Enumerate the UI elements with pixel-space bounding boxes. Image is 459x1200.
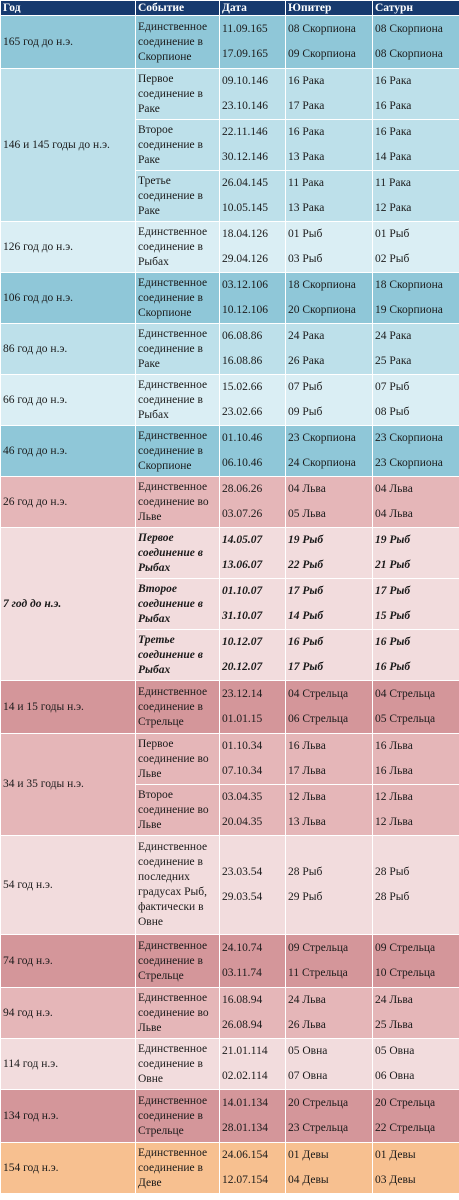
event-cell: Единственное соединение в Стрельце [136,1090,220,1143]
date-value: 10.12.106 [222,304,268,316]
jupiter-cell [286,528,373,579]
saturn-value: 17 Рыб [375,585,411,597]
saturn-cell [373,1143,459,1194]
table-row [1,69,459,120]
event-cell: Единственное соединение в Стрельце [136,681,220,734]
jupiter-value: 24 Скорпиона [288,457,356,469]
saturn-value: 11 Рака [375,177,411,189]
year-cell: 86 год до н.э. [1,324,136,375]
jupiter-value: 17 Рыб [288,585,324,597]
table-row [1,375,459,426]
date-value: 02.02.114 [222,1070,268,1082]
saturn-cell [373,273,459,324]
date-value: 03.04.35 [222,791,263,803]
jupiter-value: 17 Льва [288,765,326,777]
jupiter-value: 03 Рыб [288,253,323,265]
saturn-value: 04 Льва [375,483,413,495]
jupiter-value: 07 Овна [288,1070,328,1082]
saturn-cell [373,375,459,426]
date-value: 06.10.46 [222,457,263,469]
table-row [1,477,459,528]
saturn-cell [373,528,459,579]
table-row [1,988,459,1039]
jupiter-value: 29 Рыб [288,891,323,903]
date-value: 21.01.114 [222,1045,268,1057]
jupiter-value: 07 Рыб [288,381,323,393]
event-cell: Единственное соединение во Льве [136,477,220,528]
saturn-value: 05 Овна [375,1045,415,1057]
table-body [1,16,459,1194]
header-year: Год [1,1,136,16]
saturn-value: 01 Девы [375,1149,416,1161]
saturn-value: 16 Рака [375,126,412,138]
saturn-value: 16 Рака [375,100,412,112]
saturn-value: 24 Льва [375,994,413,1006]
date-value: 03.07.26 [222,508,263,520]
event-cell: Первое соединение во Льве [136,734,220,785]
event-cell: Единственное соединение в Рыбах [136,375,220,426]
jupiter-value: 11 Стрельца [288,967,348,979]
header-saturn: Сатурн [373,1,459,16]
jupiter-cell [286,69,373,120]
date-value: 16.08.94 [222,994,263,1006]
jupiter-value: 08 Скорпиона [288,23,356,35]
jupiter-value: 04 Льва [288,483,326,495]
jupiter-value: 09 Стрельца [288,942,349,954]
jupiter-value: 28 Рыб [288,866,323,878]
table-row [1,273,459,324]
jupiter-value: 20 Стрельца [288,1097,349,1109]
date-value: 01.10.46 [222,432,263,444]
saturn-value: 23 Скорпиона [375,432,443,444]
jupiter-value: 09 Скорпиона [288,48,356,60]
jupiter-cell [286,734,373,785]
saturn-value: 12 Рака [375,202,412,214]
year-cell: 66 год до н.э. [1,375,136,426]
year-cell: 114 год н.э. [1,1039,136,1090]
jupiter-value: 09 Рыб [288,406,323,418]
jupiter-value: 13 Рака [288,202,325,214]
jupiter-cell [286,836,373,935]
date-value: 17.09.165 [222,48,268,60]
jupiter-cell [286,785,373,836]
date-cell [220,785,286,836]
jupiter-cell [286,579,373,630]
jupiter-value: 11 Рака [288,177,324,189]
saturn-value: 12 Льва [375,816,413,828]
jupiter-value: 16 Льва [288,740,326,752]
date-value: 10.05.145 [222,202,268,214]
date-value: 28.01.134 [222,1122,268,1134]
jupiter-value: 20 Скорпиона [288,304,356,316]
saturn-cell [373,324,459,375]
year-cell: 34 и 35 годы н.э. [1,734,136,836]
date-cell [220,681,286,734]
saturn-value: 25 Рака [375,355,412,367]
saturn-value: 08 Скорпиона [375,23,443,35]
table-row [1,935,459,988]
saturn-cell [373,1039,459,1090]
date-value: 03.11.74 [222,967,262,979]
year-cell: 106 год до н.э. [1,273,136,324]
saturn-value: 14 Рака [375,151,412,163]
date-value: 01.10.34 [222,740,263,752]
saturn-value: 19 Скорпиона [375,304,443,316]
saturn-value: 06 Овна [375,1070,415,1082]
event-cell: Третье соединение в Рыбах [136,630,220,681]
jupiter-value: 01 Девы [288,1149,329,1161]
date-value: 01.01.15 [222,713,263,725]
date-cell [220,630,286,681]
date-value: 23.03.54 [222,866,263,878]
date-cell [220,273,286,324]
jupiter-value: 14 Рыб [288,610,324,622]
jupiter-value: 24 Льва [288,994,326,1006]
event-cell: Единственное соединение в Скорпионе [136,426,220,477]
saturn-value: 16 Рака [375,75,412,87]
year-cell: 14 и 15 годы н.э. [1,681,136,734]
saturn-value: 07 Рыб [375,381,410,393]
year-cell: 46 год до н.э. [1,426,136,477]
date-cell [220,935,286,988]
saturn-value: 04 Льва [375,508,413,520]
saturn-cell [373,579,459,630]
saturn-cell [373,630,459,681]
event-cell: Единственное соединение в Стрельце [136,935,220,988]
date-cell [220,16,286,69]
date-value: 03.12.106 [222,279,268,291]
table-row [1,1039,459,1090]
date-cell [220,988,286,1039]
date-value: 14.05.07 [222,534,263,546]
saturn-cell [373,681,459,734]
jupiter-value: 05 Овна [288,1045,328,1057]
date-value: 23.12.14 [222,688,263,700]
jupiter-value: 26 Рака [288,355,325,367]
jupiter-cell [286,222,373,273]
date-cell [220,324,286,375]
date-value: 09.10.146 [222,75,268,87]
table-row [1,16,459,69]
saturn-cell [373,16,459,69]
year-cell: 126 год до н.э. [1,222,136,273]
saturn-value: 08 Скорпиона [375,48,443,60]
saturn-cell [373,171,459,222]
year-cell: 54 год н.э. [1,836,136,935]
jupiter-value: 12 Льва [288,791,326,803]
jupiter-cell [286,171,373,222]
date-value: 20.04.35 [222,816,263,828]
saturn-cell [373,69,459,120]
date-cell [220,120,286,171]
saturn-value: 22 Стрельца [375,1122,436,1134]
event-cell: Первое соединение в Раке [136,69,220,120]
jupiter-cell [286,1039,373,1090]
date-value: 06.08.86 [222,330,263,342]
date-cell [220,1143,286,1194]
saturn-value: 20 Стрельца [375,1097,436,1109]
date-value: 18.04.126 [222,228,268,240]
jupiter-value: 16 Рыб [288,636,324,648]
date-cell [220,1039,286,1090]
saturn-cell [373,734,459,785]
saturn-value: 05 Стрельца [375,713,436,725]
saturn-value: 28 Рыб [375,866,410,878]
date-cell [220,1090,286,1143]
jupiter-cell [286,477,373,528]
date-value: 24.10.74 [222,942,263,954]
jupiter-value: 24 Рака [288,330,325,342]
event-cell: Единственное соединение в Рыбах [136,222,220,273]
table-row [1,528,459,579]
jupiter-value: 16 Рака [288,126,325,138]
date-value: 30.12.146 [222,151,268,163]
jupiter-value: 06 Стрельца [288,713,349,725]
saturn-cell [373,836,459,935]
jupiter-cell [286,1143,373,1194]
year-cell: 165 год до н.э. [1,16,136,69]
event-cell: Единственное соединение в Деве [136,1143,220,1194]
jupiter-value: 17 Рыб [288,661,324,673]
date-value: 20.12.07 [222,661,263,673]
jupiter-value: 01 Рыб [288,228,323,240]
jupiter-value: 04 Девы [288,1174,329,1186]
saturn-cell [373,477,459,528]
jupiter-value: 26 Льва [288,1019,326,1031]
date-cell [220,426,286,477]
saturn-value: 16 Льва [375,765,413,777]
date-value: 22.11.146 [222,126,268,138]
table-row [1,1143,459,1194]
jupiter-value: 18 Скорпиона [288,279,356,291]
date-cell [220,171,286,222]
header-date: Дата [220,1,286,16]
saturn-value: 16 Рыб [375,661,411,673]
jupiter-cell [286,375,373,426]
date-cell [220,375,286,426]
jupiter-value: 05 Льва [288,508,326,520]
date-value: 26.04.145 [222,177,268,189]
saturn-value: 18 Скорпиона [375,279,443,291]
date-value: 24.06.154 [222,1149,268,1161]
jupiter-value: 17 Рака [288,100,325,112]
year-cell: 154 год н.э. [1,1143,136,1194]
saturn-value: 16 Рыб [375,636,411,648]
saturn-value: 21 Рыб [375,559,411,571]
jupiter-value: 22 Рыб [288,559,324,571]
saturn-value: 02 Рыб [375,253,410,265]
date-value: 29.03.54 [222,891,263,903]
saturn-value: 19 Рыб [375,534,411,546]
year-cell: 134 год н.э. [1,1090,136,1143]
date-value: 11.09.165 [222,23,268,35]
date-value: 29.04.126 [222,253,268,265]
date-value: 14.01.134 [222,1097,268,1109]
saturn-value: 23 Скорпиона [375,457,443,469]
date-value: 01.10.07 [222,585,263,597]
event-cell: Второе соединение во Льве [136,785,220,836]
jupiter-cell [286,1090,373,1143]
saturn-value: 12 Льва [375,791,413,803]
jupiter-cell [286,935,373,988]
saturn-value: 04 Стрельца [375,688,436,700]
saturn-value: 03 Девы [375,1174,416,1186]
saturn-value: 10 Стрельца [375,967,436,979]
jupiter-cell [286,324,373,375]
date-value: 23.10.146 [222,100,268,112]
saturn-cell [373,120,459,171]
year-cell: 7 год до н.э. [1,528,136,681]
date-value: 23.02.66 [222,406,263,418]
saturn-cell [373,1090,459,1143]
table-row [1,1090,459,1143]
saturn-value: 15 Рыб [375,610,411,622]
year-cell: 26 год до н.э. [1,477,136,528]
header-jupiter: Юпитер [286,1,373,16]
saturn-value: 08 Рыб [375,406,410,418]
jupiter-cell [286,426,373,477]
date-cell [220,477,286,528]
saturn-cell [373,785,459,836]
jupiter-value: 23 Скорпиона [288,432,356,444]
year-cell: 74 год н.э. [1,935,136,988]
event-cell: Единственное соединение в Овне [136,1039,220,1090]
date-value: 26.08.94 [222,1019,263,1031]
table-row [1,681,459,734]
date-cell [220,528,286,579]
jupiter-value: 13 Льва [288,816,326,828]
table-row [1,222,459,273]
table-row [1,734,459,785]
jupiter-value: 23 Стрельца [288,1122,349,1134]
jupiter-cell [286,120,373,171]
jupiter-cell [286,16,373,69]
header-row [1,1,459,16]
year-cell: 94 год н.э. [1,988,136,1039]
event-cell: Второе соединение в Рыбах [136,579,220,630]
saturn-value: 24 Рака [375,330,412,342]
date-cell [220,836,286,935]
event-cell: Единственное соединение в последних градусах Рыб, фактически в Овне [136,836,220,935]
saturn-value: 28 Рыб [375,891,410,903]
date-value: 13.06.07 [222,559,263,571]
date-value: 12.07.154 [222,1174,268,1186]
jupiter-cell [286,630,373,681]
event-cell: Первое соединение в Рыбах [136,528,220,579]
date-value: 15.02.66 [222,381,263,393]
year-cell: 146 и 145 годы до н.э. [1,69,136,222]
jupiter-value: 13 Рака [288,151,325,163]
date-value: 07.10.34 [222,765,263,777]
saturn-cell [373,988,459,1039]
jupiter-value: 19 Рыб [288,534,324,546]
event-cell: Второе соединение в Раке [136,120,220,171]
event-cell: Третье соединение в Раке [136,171,220,222]
date-cell [220,734,286,785]
date-value: 28.06.26 [222,483,263,495]
jupiter-cell [286,988,373,1039]
saturn-value: 01 Рыб [375,228,410,240]
saturn-value: 16 Льва [375,740,413,752]
saturn-value: 09 Стрельца [375,942,436,954]
event-cell: Единственное соединение в Раке [136,324,220,375]
date-cell [220,222,286,273]
table-row [1,324,459,375]
date-value: 10.12.07 [222,636,263,648]
event-cell: Единственное соединение в Скорпионе [136,16,220,69]
header-event: Событие [136,1,220,16]
jupiter-value: 04 Стрельца [288,688,349,700]
date-cell [220,69,286,120]
saturn-value: 25 Льва [375,1019,413,1031]
jupiter-cell [286,273,373,324]
event-cell: Единственное соединение в Скорпионе [136,273,220,324]
jupiter-cell [286,681,373,734]
date-value: 31.10.07 [222,610,263,622]
date-cell [220,579,286,630]
table-row [1,426,459,477]
saturn-cell [373,222,459,273]
date-value: 16.08.86 [222,355,263,367]
event-cell: Единственное соединение во Льве [136,988,220,1039]
saturn-cell [373,935,459,988]
table-row [1,836,459,935]
saturn-cell [373,426,459,477]
jupiter-value: 16 Рака [288,75,325,87]
